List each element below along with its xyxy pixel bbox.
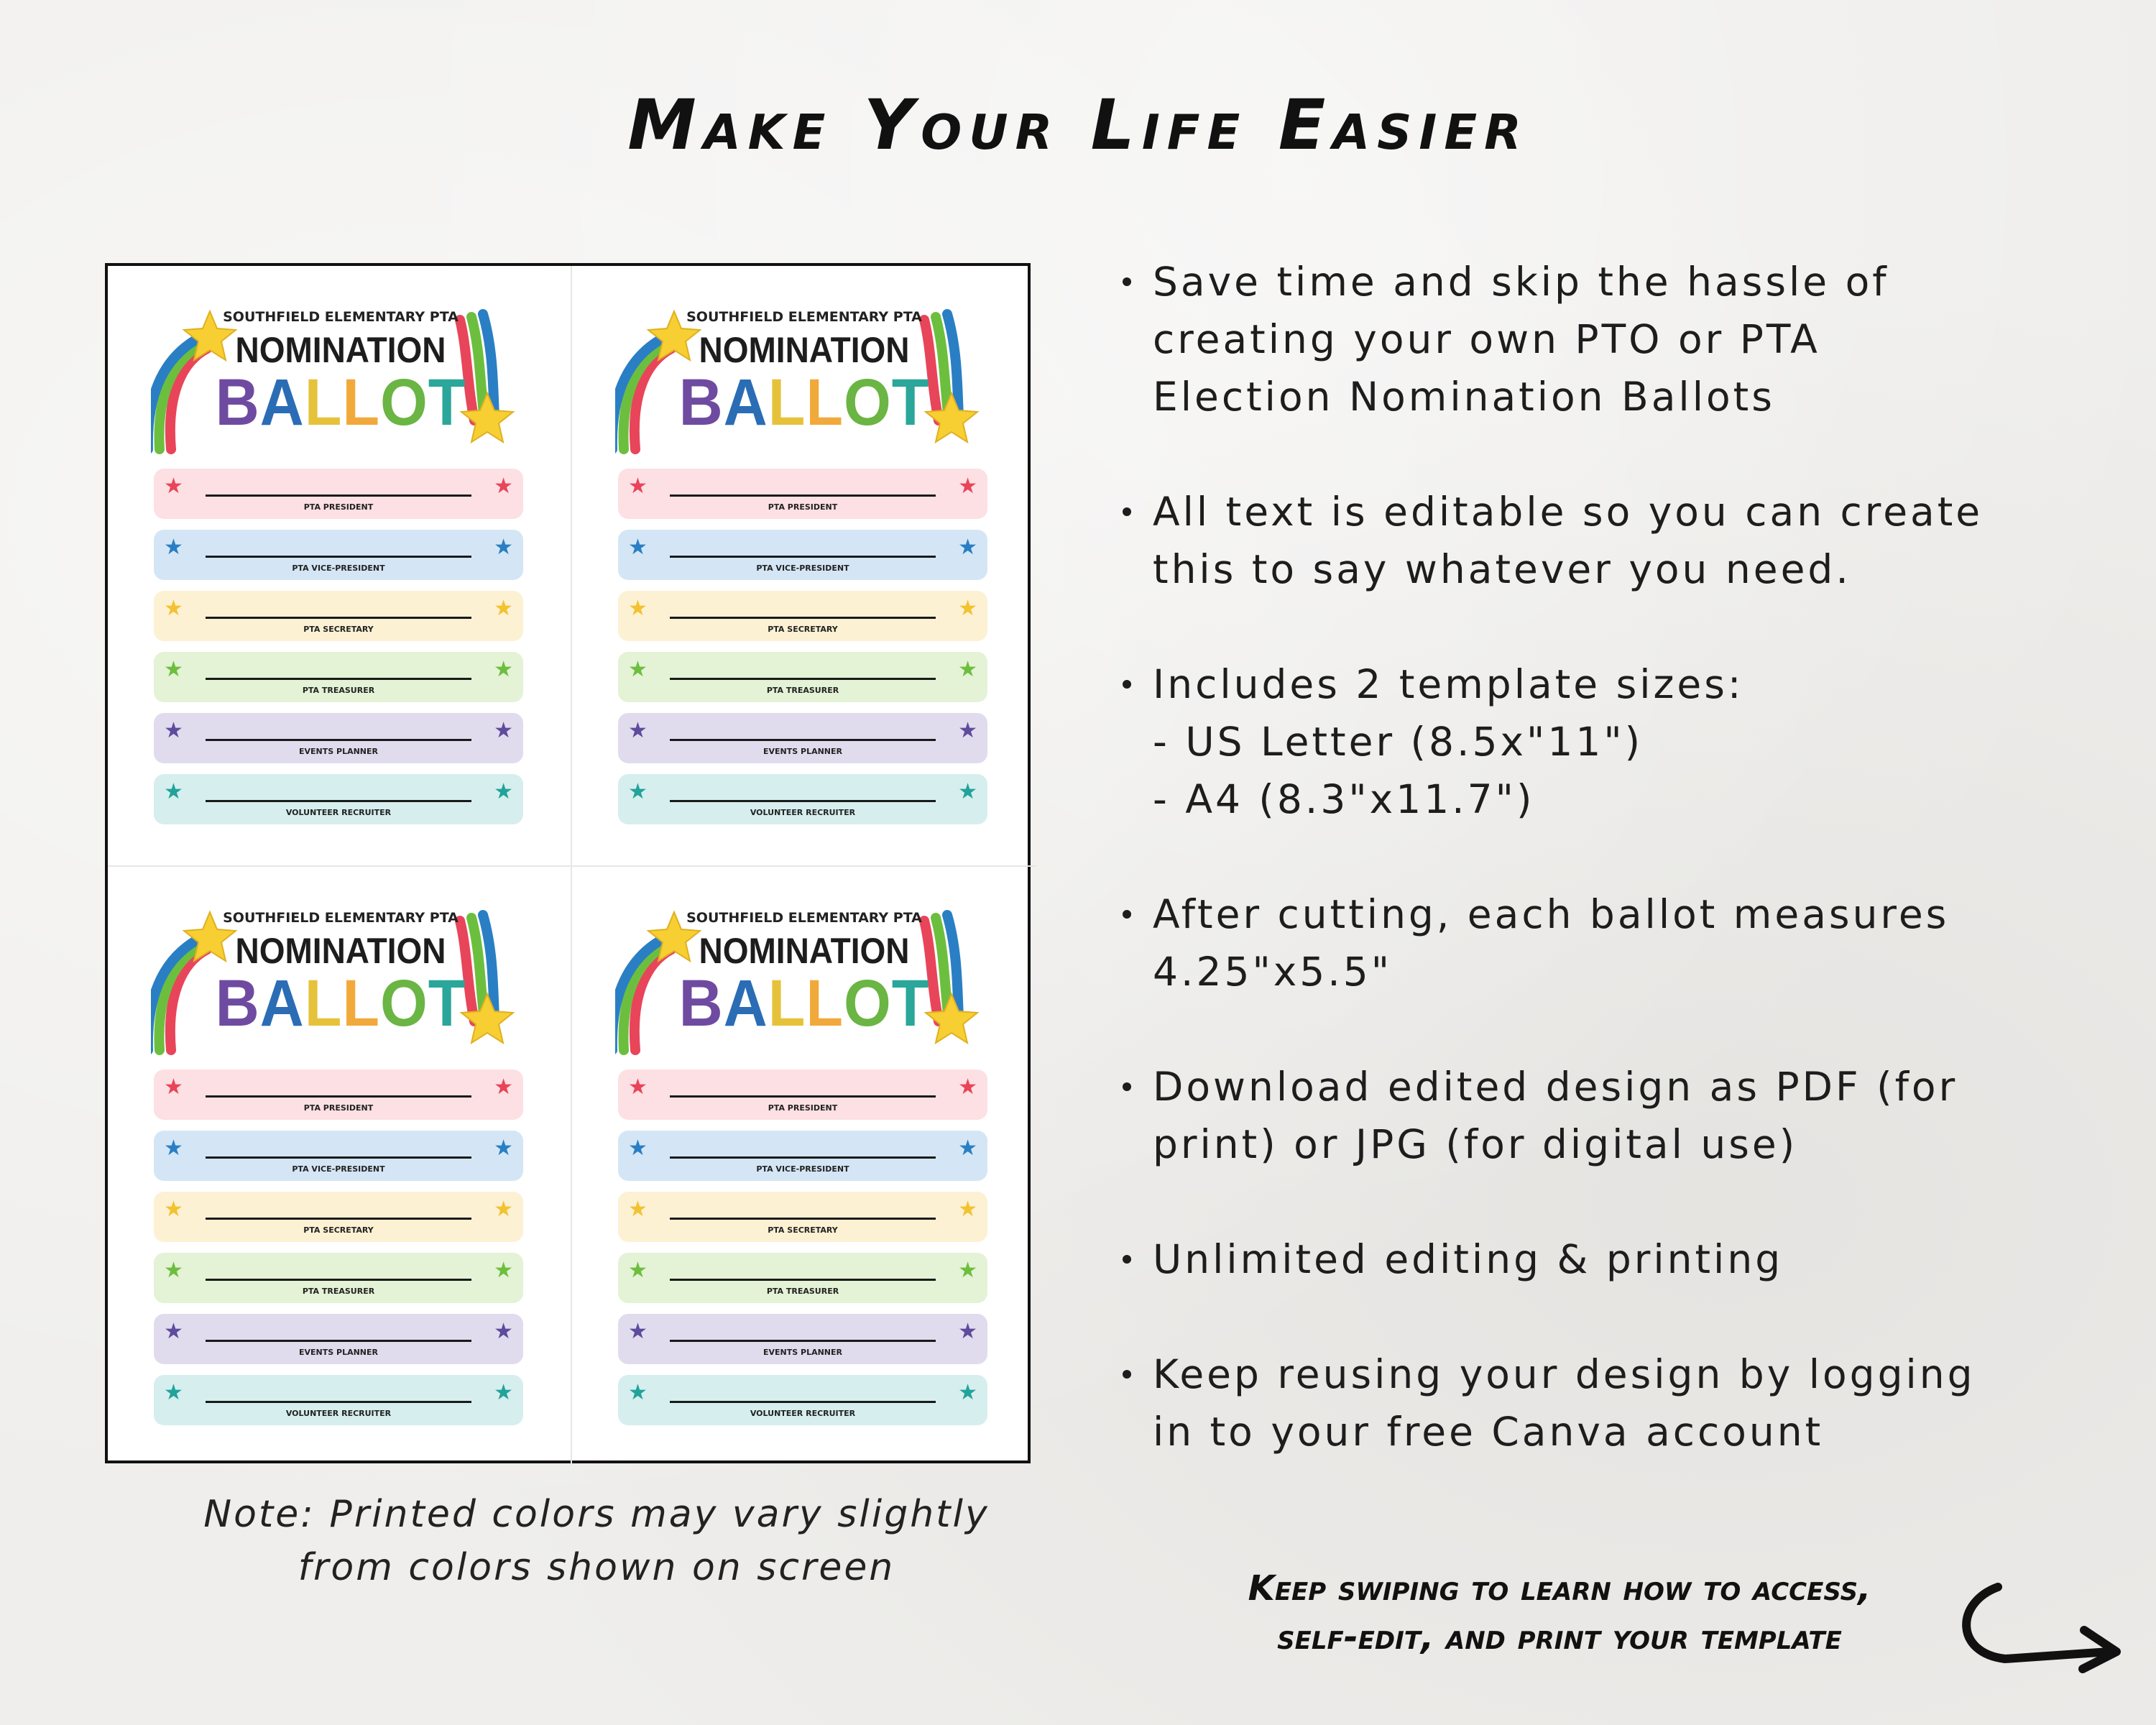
ballot-row [154, 774, 523, 824]
bullet-dot-icon [1123, 277, 1131, 286]
ballot-school-name: SOUTHFIELD ELEMENTARY PTA [686, 910, 922, 926]
ballot-heading-letter: O [379, 967, 428, 1040]
ballot-row [618, 652, 987, 702]
curved-arrow-icon [1940, 1574, 2127, 1682]
star-icon: ★ [958, 1258, 977, 1283]
star-icon: ★ [494, 657, 513, 682]
ballot-row [618, 774, 987, 824]
ballot-heading [126, 367, 555, 438]
star-icon: ★ [494, 718, 513, 743]
write-in-line [206, 494, 471, 497]
feature-item [1123, 886, 2129, 1000]
ballot-row [618, 591, 987, 641]
feature-text-line: Keep reusing your design by logging [1153, 1351, 1976, 1397]
write-in-line [670, 1218, 936, 1220]
ballot-sheet-preview [105, 263, 1031, 1463]
ballot-row-label: PTA VICE-PRESIDENT [292, 564, 385, 573]
ballot-heading-letter: B [215, 366, 260, 439]
feature-item [1123, 253, 2129, 426]
star-icon: ★ [958, 718, 977, 743]
write-in-line [206, 1095, 471, 1098]
star-icon: ★ [164, 718, 183, 743]
star-icon: ★ [494, 1075, 513, 1100]
ballot-row-label: PTA PRESIDENT [768, 502, 838, 512]
ballot-heading-letter: T [891, 366, 930, 439]
ballot-rows [618, 469, 987, 835]
feature-text-line: in to your free Canva account [1153, 1409, 1824, 1455]
feature-text-line: After cutting, each ballot measures [1153, 891, 1950, 937]
star-icon: ★ [494, 1319, 513, 1344]
ballot-row-label: PTA TREASURER [302, 686, 375, 695]
ballot-heading [591, 367, 1018, 438]
star-icon: ★ [164, 1136, 183, 1161]
write-in-line [206, 1401, 471, 1403]
ballot-row [154, 591, 523, 641]
star-icon: ★ [628, 1197, 648, 1222]
ballot-heading-letter: O [843, 366, 892, 439]
ballot-row [154, 1375, 523, 1425]
write-in-line [670, 1401, 936, 1403]
feature-text-line: Unlimited editing & printing [1153, 1236, 1784, 1282]
ballot-row-label: PTA VICE-PRESIDENT [756, 564, 849, 573]
feature-text-line: - US Letter (8.5x"11") [1153, 719, 1644, 765]
star-icon: ★ [628, 1319, 648, 1344]
star-icon: ★ [958, 1136, 977, 1161]
star-icon: ★ [628, 596, 648, 621]
ballot-row-label: EVENTS PLANNER [299, 1348, 378, 1357]
star-icon: ★ [628, 1136, 648, 1161]
swipe-prompt-line: Keep swiping to learn how to access, [1248, 1568, 1871, 1609]
feature-text-line: Election Nomination Ballots [1153, 374, 1775, 420]
star-icon: ★ [958, 1380, 977, 1405]
write-in-line [670, 800, 936, 802]
star-icon: ★ [494, 779, 513, 804]
bullet-dot-icon [1123, 1370, 1131, 1379]
ballot-row-label: EVENTS PLANNER [763, 747, 842, 756]
ballot-heading-letter: A [723, 366, 768, 439]
feature-item [1123, 1058, 2129, 1173]
star-icon: ★ [958, 779, 977, 804]
ballot-heading-letter: T [891, 967, 930, 1040]
ballot-nomination-heading: NOMINATION [235, 931, 446, 971]
ballot-row-label: PTA VICE-PRESIDENT [756, 1164, 849, 1174]
feature-text-line: Download edited design as PDF (for [1153, 1064, 1958, 1110]
star-icon: ★ [958, 474, 977, 499]
write-in-line [206, 678, 471, 680]
star-icon: ★ [958, 596, 977, 621]
ballot-row-label: PTA SECRETARY [768, 1225, 838, 1235]
ballot-row [154, 1192, 523, 1242]
ballot-school-name: SOUTHFIELD ELEMENTARY PTA [223, 910, 459, 926]
star-icon: ★ [164, 657, 183, 682]
feature-text-line: creating your own PTO or PTA [1153, 316, 1820, 362]
star-icon: ★ [958, 535, 977, 560]
star-icon: ★ [958, 1197, 977, 1222]
ballot-school-name: SOUTHFIELD ELEMENTARY PTA [686, 309, 922, 325]
ballot-row-label: PTA SECRETARY [303, 1225, 374, 1235]
ballot-heading-letter: L [304, 366, 343, 439]
page-title: Make Your Life Easier [627, 85, 1529, 165]
write-in-line [670, 556, 936, 558]
swipe-prompt-line: self-edit, and print your template [1277, 1617, 1842, 1657]
write-in-line [206, 1218, 471, 1220]
feature-text-line: this to say whatever you need. [1153, 546, 1851, 592]
ballot-heading-letter: L [342, 967, 380, 1040]
write-in-line [670, 739, 936, 741]
ballot-heading-letter: B [678, 366, 724, 439]
ballot-heading-letter: A [259, 366, 305, 439]
feature-text-line: 4.25"x5.5" [1153, 949, 1393, 995]
ballot-row-label: EVENTS PLANNER [299, 747, 378, 756]
feature-item [1123, 483, 2129, 598]
ballot-row [618, 1192, 987, 1242]
color-note-line: from colors shown on screen [298, 1546, 895, 1589]
ballot-heading-letter: O [843, 967, 892, 1040]
ballot-row-label: VOLUNTEER RECRUITER [285, 808, 392, 817]
star-icon: ★ [164, 779, 183, 804]
ballot-row [154, 1070, 523, 1120]
ballot-row-label: PTA PRESIDENT [303, 502, 374, 512]
ballot-row [618, 1375, 987, 1425]
ballot-row-label: PTA SECRETARY [768, 625, 838, 634]
star-icon: ★ [164, 535, 183, 560]
ballot-heading-letter: L [342, 366, 380, 439]
ballot-heading-letter: O [379, 366, 428, 439]
ballot-card [571, 865, 1036, 1465]
ballot-heading-letter: T [428, 967, 466, 1040]
star-icon: ★ [628, 535, 648, 560]
ballot-row-label: PTA PRESIDENT [768, 1103, 838, 1113]
star-icon: ★ [494, 535, 513, 560]
star-icon: ★ [494, 1258, 513, 1283]
ballot-row-label: PTA TREASURER [766, 1287, 839, 1296]
ballot-card [571, 266, 1036, 865]
ballot-row-label: PTA VICE-PRESIDENT [292, 1164, 385, 1174]
write-in-line [206, 739, 471, 741]
ballot-heading-letter: L [768, 366, 806, 439]
star-icon: ★ [628, 718, 648, 743]
ballot-card [108, 865, 573, 1465]
feature-item [1123, 1346, 2129, 1460]
ballot-row [154, 652, 523, 702]
ballot-row-label: PTA SECRETARY [303, 625, 374, 634]
ballot-heading-letter: B [215, 967, 260, 1040]
write-in-line [670, 1279, 936, 1281]
star-icon: ★ [164, 1319, 183, 1344]
star-icon: ★ [164, 1075, 183, 1100]
write-in-line [670, 1095, 936, 1098]
feature-item [1123, 656, 2129, 828]
write-in-line [206, 556, 471, 558]
star-icon: ★ [628, 474, 648, 499]
ballot-nomination-heading: NOMINATION [235, 330, 446, 370]
star-icon: ★ [628, 1075, 648, 1100]
ballot-rows [154, 469, 523, 835]
ballot-heading [591, 967, 1018, 1039]
ballot-row [154, 1253, 523, 1303]
ballot-row [154, 713, 523, 763]
star-icon: ★ [628, 779, 648, 804]
write-in-line [206, 617, 471, 619]
star-icon: ★ [494, 1136, 513, 1161]
bullet-dot-icon [1123, 910, 1131, 919]
ballot-row [618, 1314, 987, 1364]
star-icon: ★ [494, 596, 513, 621]
ballot-row-label: EVENTS PLANNER [763, 1348, 842, 1357]
star-icon: ★ [494, 1380, 513, 1405]
ballot-rows [154, 1070, 523, 1436]
bullet-dot-icon [1123, 1082, 1131, 1091]
write-in-line [670, 678, 936, 680]
feature-item [1123, 1230, 2129, 1288]
ballot-row [618, 530, 987, 580]
write-in-line [206, 1279, 471, 1281]
star-icon: ★ [494, 474, 513, 499]
star-icon: ★ [164, 1258, 183, 1283]
feature-text-line: All text is editable so you can create [1153, 489, 1984, 535]
ballot-heading-letter: L [806, 967, 844, 1040]
feature-text-line: - A4 (8.3"x11.7") [1153, 776, 1535, 822]
star-icon: ★ [628, 1258, 648, 1283]
ballot-row [154, 469, 523, 519]
ballot-heading-letter: A [259, 967, 305, 1040]
star-icon: ★ [494, 1197, 513, 1222]
ballot-heading-letter: A [723, 967, 768, 1040]
bullet-dot-icon [1123, 680, 1131, 689]
ballot-row [618, 469, 987, 519]
ballot-heading-letter: L [304, 967, 343, 1040]
ballot-row [618, 1131, 987, 1181]
feature-text-line: print) or JPG (for digital use) [1153, 1121, 1798, 1167]
star-icon: ★ [628, 657, 648, 682]
feature-text-line: Save time and skip the hassle of [1153, 259, 1889, 305]
ballot-row [618, 713, 987, 763]
ballot-row-label: PTA PRESIDENT [303, 1103, 374, 1113]
ballot-row-label: PTA TREASURER [302, 1287, 375, 1296]
color-note-line: Note: Printed colors may vary slightly [203, 1493, 990, 1536]
ballot-rows [618, 1070, 987, 1436]
ballot-row [618, 1070, 987, 1120]
ballot-row-label: VOLUNTEER RECRUITER [285, 1409, 392, 1418]
write-in-line [670, 1340, 936, 1342]
star-icon: ★ [164, 596, 183, 621]
star-icon: ★ [628, 1380, 648, 1405]
write-in-line [670, 617, 936, 619]
star-icon: ★ [164, 474, 183, 499]
ballot-row [618, 1253, 987, 1303]
ballot-card [108, 266, 573, 865]
star-icon: ★ [958, 1075, 977, 1100]
write-in-line [670, 1156, 936, 1159]
ballot-heading-letter: T [428, 366, 466, 439]
ballot-row-label: PTA TREASURER [766, 686, 839, 695]
ballot-row [154, 530, 523, 580]
ballot-heading [126, 967, 555, 1039]
feature-text-line: Includes 2 template sizes: [1153, 661, 1744, 707]
ballot-nomination-heading: NOMINATION [699, 931, 910, 971]
feature-list [1123, 253, 2129, 1518]
ballot-school-name: SOUTHFIELD ELEMENTARY PTA [223, 309, 459, 325]
color-note [158, 1488, 1035, 1594]
write-in-line [206, 1156, 471, 1159]
write-in-line [206, 1340, 471, 1342]
bullet-dot-icon [1123, 507, 1131, 516]
ballot-row-label: VOLUNTEER RECRUITER [750, 1409, 856, 1418]
star-icon: ★ [164, 1197, 183, 1222]
ballot-row-label: VOLUNTEER RECRUITER [750, 808, 856, 817]
star-icon: ★ [958, 657, 977, 682]
swipe-prompt [1143, 1564, 1976, 1662]
ballot-heading-letter: L [768, 967, 806, 1040]
ballot-nomination-heading: NOMINATION [699, 330, 910, 370]
write-in-line [206, 800, 471, 802]
star-icon: ★ [958, 1319, 977, 1344]
bullet-dot-icon [1123, 1255, 1131, 1264]
ballot-row [154, 1131, 523, 1181]
ballot-row [154, 1314, 523, 1364]
ballot-heading-letter: B [678, 967, 724, 1040]
ballot-heading-letter: L [806, 366, 844, 439]
write-in-line [670, 494, 936, 497]
star-icon: ★ [164, 1380, 183, 1405]
